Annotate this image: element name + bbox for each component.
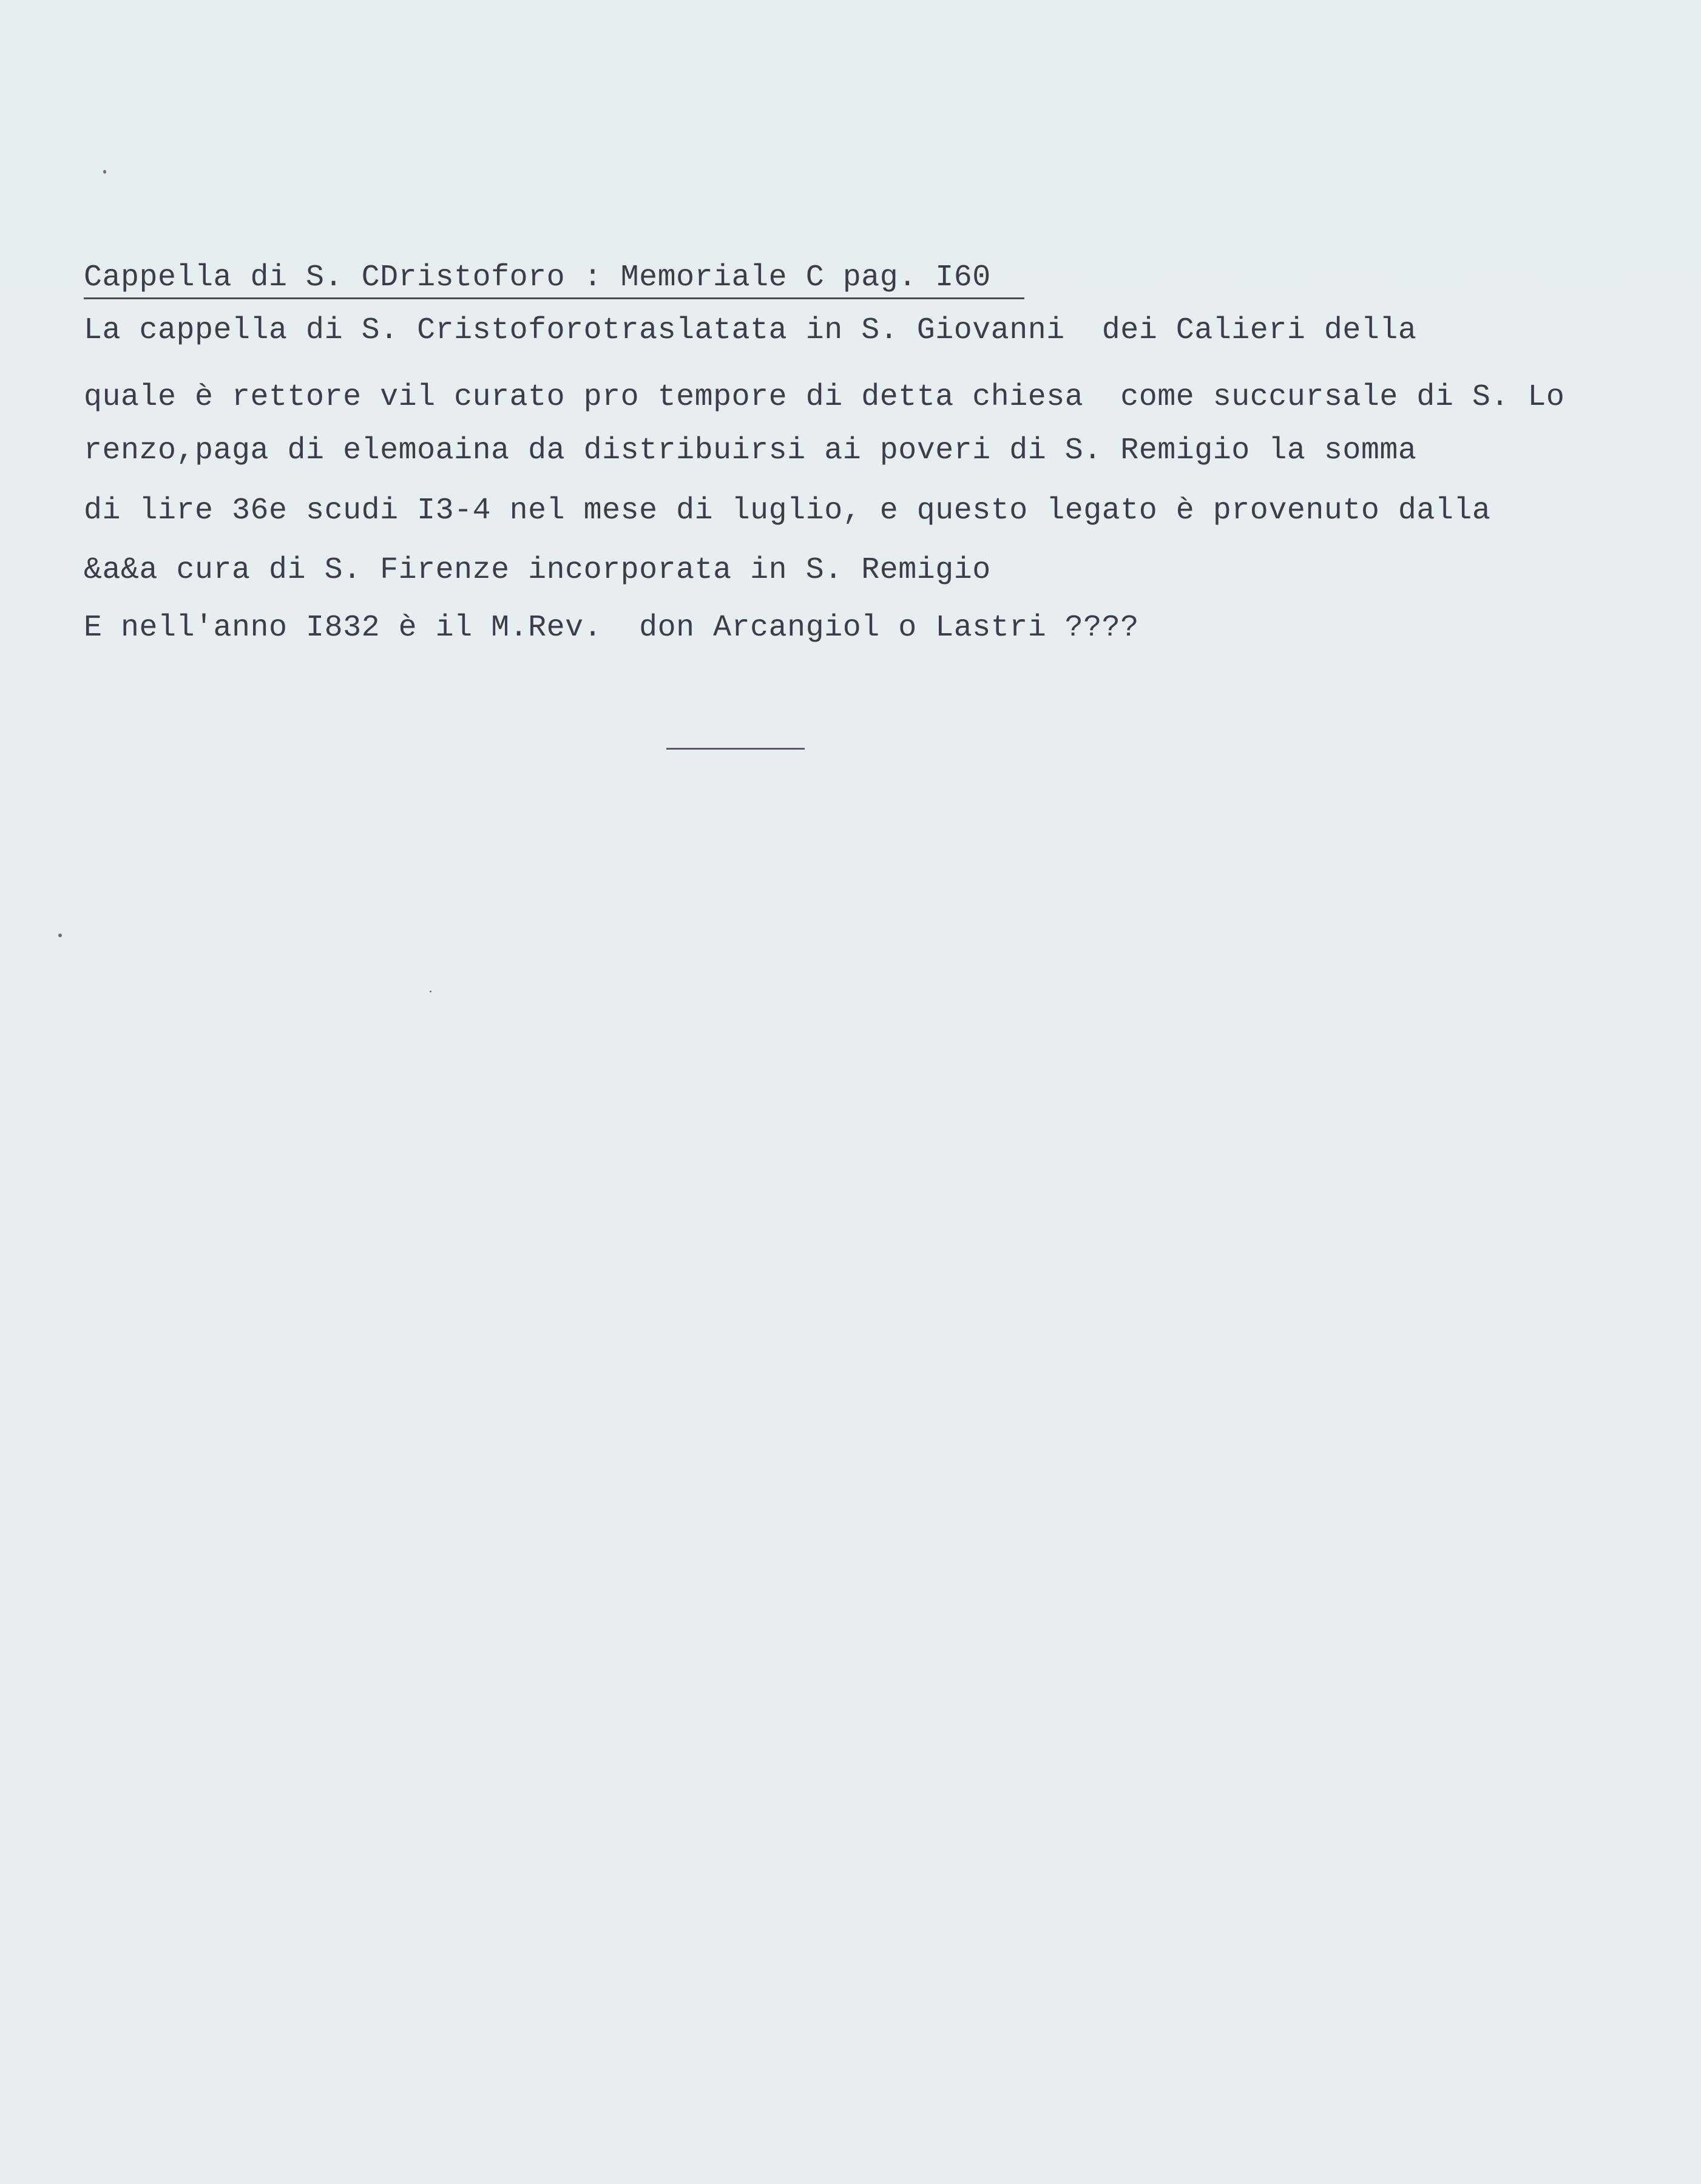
paper-speck	[58, 934, 62, 937]
text-line: di lire 36e scudi I3-4 nel mese di luglio, e questo legato è provenuto dalla	[84, 493, 1491, 528]
paper-speck	[103, 170, 106, 174]
text-line: &a&a cura di S. Firenze incorporata in S. Remigio	[84, 553, 991, 588]
text-line: E nell'anno I832 è il M.Rev. don Arcangiol o Lastri ????	[84, 611, 1139, 645]
text-line: La cappella di S. Cristoforotraslatata in S. Giovanni dei Calieri della	[84, 313, 1417, 348]
text-line: renzo,paga di elemoaina da distribuirsi ai poveri di S. Remigio la somma	[84, 433, 1417, 468]
paper-speck	[430, 991, 431, 992]
text-line: quale è rettore vil curato pro tempore di detta chiesa come succursale di S. Lo	[84, 380, 1565, 415]
section-divider	[666, 748, 805, 750]
document-heading: Cappella di S. CDristoforo : Memoriale C pag. I60	[84, 260, 1024, 299]
